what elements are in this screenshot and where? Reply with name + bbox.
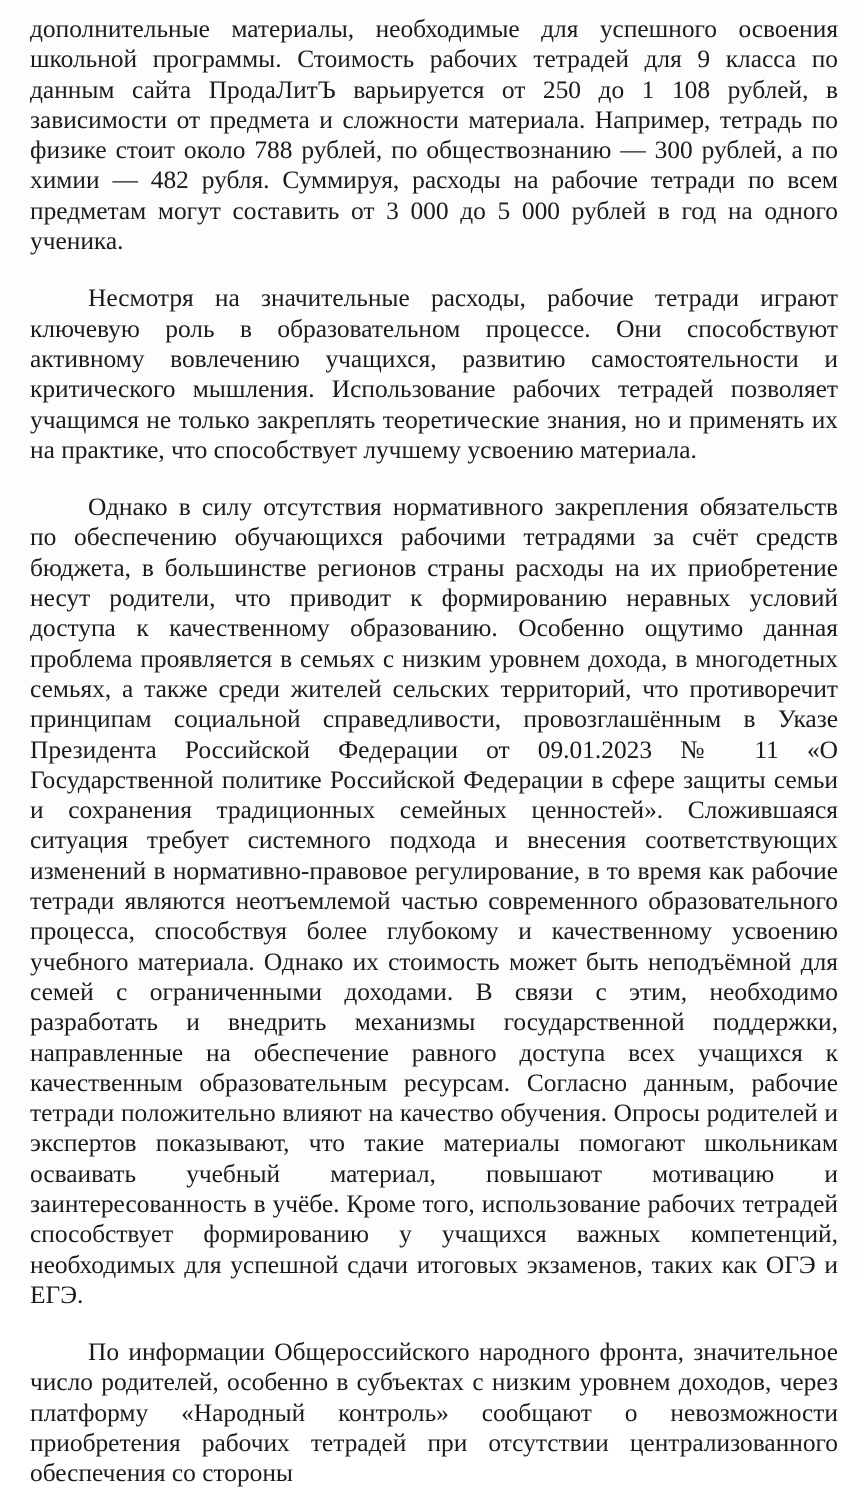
paragraph-budget-obligations: Однако в силу отсутствия нормативного закрепления обязательств по обеспечению обучающихся рабочими тетрадями за счёт средств бюджета, в большинстве регионов страны расходы на их приобретение несут родители, что приводит к формированию неравных условий доступа к качественному образованию. Особенно ощутимо данная проблема проявляется в семьях с низким уровнем дохода, в многодетных семьях, а также среди жителей сельских территорий, что противоречит принципам социальной справедливости, провозглашённым в Указе Президента Российской Федерации от 09.01.2023 № 11 «О Государственной политике Российской Федерации в сфере защиты семьи и сохранения традиционных семейных ценностей». Сложившаяся ситуация требует системного подхода и внесения соответствующих изменений в нормативно-правовое регулирование, в то время как рабочие тетради являются неотъемлемой частью современного образовательного процесса, способствуя более глубокому и качественному усвоению учебного материала. Однако их стоимость может быть неподъёмной для семей с ограниченными доходами. В связи с этим, необходимо разработать и внедрить механизмы государственной поддержки, направленные на обеспечение равного доступа всех учащихся к качественным образовательным ресурсам. Согласно данным, рабочие тетради положительно влияют на качество обучения. Опросы родителей и экспертов показывают, что такие материалы помогают школьникам осваивать учебный материал, повышают мотивацию и заинтересованность в учёбе. Кроме того, использование рабочих тетрадей способствует формированию у учащихся важных компетенций, необходимых для успешной сдачи итоговых экзаменов, таких как ОГЭ и ЕГЭ.	[30, 493, 838, 1309]
paragraph-continuation: дополнительные материалы, необходимые для успешного освоения школьной программы. Стоимость рабочих тетрадей для 9 класса по данным сайта ПродаЛитЪ варьируется от 250 до 1 108 рублей, в зависимости от предмета и сложности материала. Например, тетрадь по физике стоит около 788 рублей, по обществознанию — 300 рублей, а по химии — 482 рубля. Суммируя, расходы на рабочие тетради по всем предметам могут составить от 3 000 до 5 000 рублей в год на одного ученика.	[30, 15, 838, 256]
paragraph-workbooks-role: Несмотря на значительные расходы, рабочие тетради играют ключевую роль в образовательном процессе. Они способствуют активному вовлечению учащихся, развитию самостоятельности и критического мышления. Использование рабочих тетрадей позволяет учащимся не только закреплять теоретические знания, но и применять их на практике, что способствует лучшему усвоению материала.	[30, 284, 838, 464]
paragraph-onf-information: По информации Общероссийского народного фронта, значительное число родителей, особенно в субъектах с низким уровнем доходов, через платформу «Народный контроль» сообщают о невозможности приобретения рабочих тетрадей при отсутствии централизованного обеспечения со стороны	[30, 1338, 838, 1488]
